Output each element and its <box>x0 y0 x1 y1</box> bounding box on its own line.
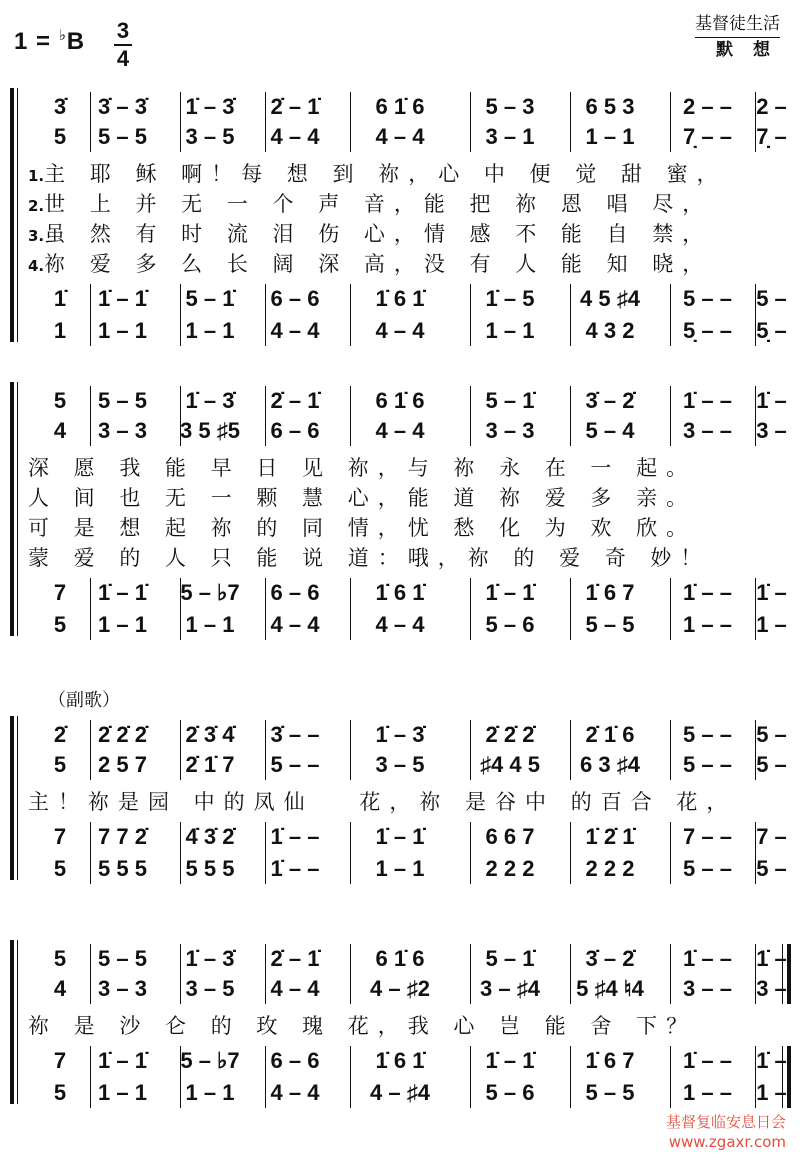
barline <box>90 944 91 1004</box>
barline <box>670 720 671 780</box>
measure-notes: 5 – <box>756 856 787 881</box>
measure-notes: 5 – 5 <box>585 612 635 637</box>
measure-notes: 1̇ – 1̇ <box>98 1048 147 1073</box>
lyric-text: 世 上 并 无 一 个 声 音，能 把 祢 恩 唱 尽， <box>44 192 713 216</box>
measure-notes: 1̇ – – <box>683 1048 732 1073</box>
measure-notes: 4 – ♯2 <box>370 976 430 1001</box>
barline <box>755 1046 756 1108</box>
barline <box>670 284 671 346</box>
measure-notes: 1 – 1 <box>98 612 147 637</box>
barline <box>350 944 351 1004</box>
barline <box>350 578 351 640</box>
barline <box>90 284 91 346</box>
measure-notes: 1 – <box>756 1080 787 1105</box>
measure-notes: 1̇ 6 1̇ <box>375 1048 425 1073</box>
watermark-line2: www.zgaxr.com <box>668 1133 786 1151</box>
measure-notes: 4 – 4 <box>270 976 320 1001</box>
measure-notes: 1 – <box>756 612 787 637</box>
system-brace <box>10 88 18 342</box>
measure-notes: 3̇ – 2̇ <box>585 946 635 971</box>
measure-notes: 5̣ – – <box>683 318 732 343</box>
lyric-line <box>28 248 788 274</box>
measure-notes: 1̇ 6 7 <box>585 580 635 605</box>
measure-notes: 1 – 1 <box>375 856 425 881</box>
measure-notes: 5 – – <box>683 722 732 747</box>
meter-top: 3 <box>116 18 130 43</box>
chorus-label: （副歌） <box>48 690 120 711</box>
time-signature <box>112 18 134 72</box>
measure-notes: 7 <box>53 1048 67 1073</box>
barline <box>180 944 181 1004</box>
barline <box>670 578 671 640</box>
measure-notes: 3 – – <box>683 418 732 443</box>
author-name: 默想 <box>716 40 790 60</box>
measure-notes: 5 – ♭7 <box>180 1048 240 1073</box>
measure-notes: 1̇ – 3̇ <box>185 946 235 971</box>
measure-notes: 5 <box>53 946 67 971</box>
measure-notes: 2 2 2 <box>585 856 635 881</box>
barline <box>265 386 266 446</box>
measure-notes: 1 <box>53 318 67 343</box>
barline <box>755 386 756 446</box>
barline <box>180 386 181 446</box>
system-brace <box>10 382 18 636</box>
measure-notes: 7 – <box>756 824 787 849</box>
measure-notes: 5 – <box>756 722 787 747</box>
measure-notes: 6 6 7 <box>485 824 535 849</box>
barline <box>350 822 351 884</box>
key-note: B <box>66 28 86 55</box>
key-signature <box>14 26 85 56</box>
measure-notes: 3 – 5 <box>185 976 235 1001</box>
barline <box>670 822 671 884</box>
lyric-line <box>28 786 788 812</box>
barline <box>90 92 91 152</box>
score-system <box>10 382 788 636</box>
measure-notes: 5 – 1̇ <box>185 286 235 311</box>
barline <box>180 1046 181 1108</box>
measure-notes: 2̇ – 1̇ <box>270 94 320 119</box>
measure-notes: 3 – 1 <box>485 124 535 149</box>
measure-notes: 4 – 4 <box>270 612 320 637</box>
watermark <box>666 1112 786 1152</box>
barline <box>350 1046 351 1108</box>
barline <box>180 284 181 346</box>
measure-notes: 1 – 1 <box>98 1080 147 1105</box>
measure-notes: 1̇ – – <box>683 388 732 413</box>
measure-notes: 3 – – <box>683 976 732 1001</box>
barline <box>470 92 471 152</box>
barline <box>180 578 181 640</box>
barline <box>755 578 756 640</box>
measure-notes: 3 – <box>756 976 787 1001</box>
measure-notes: 3̇ – 2̇ <box>585 388 635 413</box>
lyric-text: 可 是 想 起 祢 的 同 情，忧 愁 化 为 欢 欣。 <box>28 516 697 540</box>
lyric-line <box>28 512 788 538</box>
measure-notes: 5 – <box>756 752 787 777</box>
measure-notes: 1 – 1 <box>185 612 235 637</box>
barline <box>265 720 266 780</box>
verse-number: 2. <box>28 197 45 215</box>
measure-notes: 2 – – <box>683 94 732 119</box>
barline <box>350 92 351 152</box>
lyric-line <box>28 158 788 184</box>
measure-notes: 6 3 ♯4 <box>580 752 640 777</box>
measure-notes: 2̇ 1̇ 6 <box>585 722 635 747</box>
measure-notes: 4 – 4 <box>375 418 425 443</box>
measure-notes: 4 – 4 <box>375 124 425 149</box>
lyric-text: 人 间 也 无 一 颗 慧 心，能 道 祢 爱 多 亲。 <box>28 486 697 510</box>
lyric-text: 深 愿 我 能 早 日 见 祢，与 祢 永 在 一 起。 <box>28 456 697 480</box>
measure-notes: 5 <box>53 388 67 413</box>
barline <box>755 720 756 780</box>
score-system <box>10 88 788 342</box>
measure-notes: 5 – 1̇ <box>485 946 535 971</box>
measure-notes: 4 – 4 <box>270 1080 320 1105</box>
measure-notes: 5 5 5 <box>185 856 235 881</box>
lyric-text: 虽 然 有 时 流 泪 伤 心，情 感 不 能 自 禁， <box>44 222 713 246</box>
lyric-text: 蒙 爱 的 人 只 能 说 道：哦，祢 的 爱 奇 妙！ <box>28 546 711 570</box>
measure-notes: 2 2 2 <box>485 856 535 881</box>
measure-notes: 6 1̇ 6 <box>375 946 425 971</box>
measure-notes: 2̇ – 1̇ <box>270 946 320 971</box>
measure-notes: 5 <box>53 856 67 881</box>
measure-notes: 1̇ – – <box>683 946 732 971</box>
measure-notes: 1 – – <box>683 612 732 637</box>
measure-notes: 5 – 5 <box>98 946 147 971</box>
barline <box>670 92 671 152</box>
barline <box>755 92 756 152</box>
measure-notes: 2̇ – 1̇ <box>270 388 320 413</box>
measure-notes: 3 – 3 <box>98 418 147 443</box>
source-name: 基督徒生活 <box>695 12 780 38</box>
measure-notes: 1̇ 2̇ 1̇ <box>585 824 635 849</box>
measure-notes: 7 – – <box>683 824 732 849</box>
barline <box>570 92 571 152</box>
measure-notes: 5 – ♭7 <box>180 580 240 605</box>
measure-notes: 4 <box>53 976 67 1001</box>
lyric-text: 祢 爱 多 么 长 阔 深 高，没 有 人 能 知 晓， <box>44 252 713 276</box>
verse-number: 4. <box>28 257 45 275</box>
measure-notes: 1̇ – <box>756 580 787 605</box>
measure-notes: 5 – 1̇ <box>485 388 535 413</box>
barline <box>265 578 266 640</box>
barline <box>570 944 571 1004</box>
lyric-line <box>28 452 788 478</box>
barline <box>90 822 91 884</box>
measure-notes: 6 – 6 <box>270 418 320 443</box>
measure-notes: 4 5 ♯4 <box>580 286 640 311</box>
measure-notes: 5 – – <box>683 856 732 881</box>
barline <box>265 822 266 884</box>
attribution <box>695 12 790 62</box>
measure-notes: 4 – 4 <box>270 124 320 149</box>
measure-notes: 5 – – <box>683 752 732 777</box>
lyric-line <box>28 482 788 508</box>
barline <box>670 944 671 1004</box>
measure-notes: 1̇ – 3̇ <box>185 388 235 413</box>
barline <box>470 720 471 780</box>
measure-notes: 5̣ – <box>756 318 787 343</box>
measure-notes: 1 – 1 <box>485 318 535 343</box>
measure-notes: 1 – – <box>683 1080 732 1105</box>
lyric-line <box>28 542 788 568</box>
barline <box>470 284 471 346</box>
measure-notes: 6 – 6 <box>270 286 320 311</box>
measure-notes: 6 5 3 <box>585 94 635 119</box>
measure-notes: 3̇ – 3̇ <box>98 94 147 119</box>
measure-notes: 4 – 4 <box>270 318 320 343</box>
lyric-text: 祢 是 沙 仑 的 玫 瑰 花，我 心 岂 能 舍 下？ <box>28 1014 697 1038</box>
measure-notes: 2̇ 1̇ 7 <box>185 752 235 777</box>
system-brace <box>10 716 18 880</box>
measure-notes: 1 – 1 <box>98 318 147 343</box>
measure-notes: 4 – ♯4 <box>370 1080 430 1105</box>
measure-notes: 5 – 4 <box>585 418 635 443</box>
measure-notes: 1̇ 6 1̇ <box>375 580 425 605</box>
measure-notes: 2 – <box>756 94 787 119</box>
measure-notes: 4 3 2 <box>585 318 635 343</box>
barline <box>470 386 471 446</box>
measure-notes: 1̇ – 5 <box>485 286 535 311</box>
measure-notes: 4̇ 3̇ 2̇ <box>185 824 235 849</box>
measure-notes: 1̇ – 3̇ <box>185 94 235 119</box>
measure-notes: 3 – 3 <box>98 976 147 1001</box>
measure-notes: 6 1̇ 6 <box>375 388 425 413</box>
barline <box>670 386 671 446</box>
barline <box>180 92 181 152</box>
measure-notes: 3̇ <box>53 94 67 119</box>
barline <box>470 1046 471 1108</box>
measure-notes: 4 <box>53 418 67 443</box>
lyric-line <box>28 218 788 244</box>
barline <box>755 944 756 1004</box>
measure-notes: 2̇ 2̇ 2̇ <box>485 722 535 747</box>
barline <box>570 720 571 780</box>
barline <box>265 92 266 152</box>
measure-notes: 3 – 5 <box>185 124 235 149</box>
measure-notes: 7 <box>53 824 67 849</box>
barline <box>570 822 571 884</box>
measure-notes: 1̇ – – <box>270 824 320 849</box>
measure-notes: 1 – 1 <box>185 318 235 343</box>
measure-notes: 1̇ – – <box>683 580 732 605</box>
measure-notes: 1̇ – 1̇ <box>485 1048 535 1073</box>
barline <box>350 284 351 346</box>
measure-notes: 1 – 1 <box>585 124 635 149</box>
measure-notes: 7̣ – – <box>683 124 732 149</box>
key-prefix: 1 = <box>14 28 59 55</box>
system-brace <box>10 940 18 1104</box>
measure-notes: 5 5 5 <box>98 856 147 881</box>
measure-notes: 6 1̇ 6 <box>375 94 425 119</box>
measure-notes: 5 <box>53 1080 67 1105</box>
lyric-text: 主 耶 稣 啊！每 想 到 祢，心 中 便 觉 甜 蜜， <box>44 162 727 186</box>
barline <box>570 578 571 640</box>
verse-number: 3. <box>28 227 45 245</box>
measure-notes: 3 – 3 <box>485 418 535 443</box>
measure-notes: 5 <box>53 612 67 637</box>
score-system <box>10 940 788 1104</box>
measure-notes: 1̇ – 1̇ <box>485 580 535 605</box>
barline <box>570 386 571 446</box>
barline <box>90 720 91 780</box>
measure-notes: 3 5 ♯5 <box>180 418 240 443</box>
measure-notes: 7 <box>53 580 67 605</box>
lyric-text: 主！祢是园 中的凤仙 花，祢 是谷中 的百合 花， <box>28 790 737 814</box>
measure-notes: 5 – 5 <box>585 1080 635 1105</box>
barline <box>90 578 91 640</box>
final-barline <box>782 1046 783 1108</box>
barline <box>350 720 351 780</box>
measure-notes: 5 – 6 <box>485 1080 535 1105</box>
measure-notes: 1̇ <box>53 286 67 311</box>
measure-notes: 2̇ 2̇ 2̇ <box>98 722 147 747</box>
measure-notes: ♯4 4 5 <box>480 752 540 777</box>
measure-notes: 1̇ 6 7 <box>585 1048 635 1073</box>
final-barline <box>782 944 783 1004</box>
measure-notes: 5 – <box>756 286 787 311</box>
measure-notes: 7̣ – <box>756 124 787 149</box>
key-flat-sign: ♭ <box>58 27 67 44</box>
measure-notes: 5 – 6 <box>485 612 535 637</box>
measure-notes: 2̇ <box>53 722 67 747</box>
barline <box>265 284 266 346</box>
measure-notes: 5 – – <box>270 752 320 777</box>
barline <box>570 284 571 346</box>
measure-notes: 1 – 1 <box>185 1080 235 1105</box>
score-system <box>10 716 788 880</box>
measure-notes: 5 – 3 <box>485 94 535 119</box>
measure-notes: 1̇ – 1̇ <box>98 286 147 311</box>
measure-notes: 2̇ 3̇ 4̇ <box>185 722 235 747</box>
measure-notes: 5 – 5 <box>98 124 147 149</box>
measure-notes: 4 – 4 <box>375 318 425 343</box>
measure-notes: 5 ♯4 ♮4 <box>576 976 644 1001</box>
measure-notes: 2 5 7 <box>98 752 147 777</box>
measure-notes: 5 – 5 <box>98 388 147 413</box>
watermark-line1: 基督复临安息日会 <box>665 1113 786 1131</box>
measure-notes: 5 <box>53 124 67 149</box>
verse-number: 1. <box>28 167 45 185</box>
barline <box>90 1046 91 1108</box>
measure-notes: 1̇ – <box>756 946 787 971</box>
measure-notes: 1̇ – 3̇ <box>375 722 425 747</box>
measure-notes: 4 – 4 <box>375 612 425 637</box>
barline <box>470 822 471 884</box>
lyric-line <box>28 1010 788 1036</box>
barline <box>180 720 181 780</box>
measure-notes: 1̇ – – <box>270 856 320 881</box>
barline <box>755 822 756 884</box>
measure-notes: 1̇ – <box>756 388 787 413</box>
measure-notes: 3 – 5 <box>375 752 425 777</box>
barline <box>90 386 91 446</box>
measure-notes: 1̇ – <box>756 1048 787 1073</box>
measure-notes: 7 7 2̇ <box>98 824 147 849</box>
measure-notes: 5 <box>53 752 67 777</box>
barline <box>180 822 181 884</box>
measure-notes: 3 – <box>756 418 787 443</box>
barline <box>755 284 756 346</box>
measure-notes: 3̇ – – <box>270 722 320 747</box>
measure-notes: 1̇ – 1̇ <box>375 824 425 849</box>
measure-notes: 5 – – <box>683 286 732 311</box>
barline <box>265 1046 266 1108</box>
meter-bottom: 4 <box>116 46 130 71</box>
measure-notes: 6 – 6 <box>270 1048 320 1073</box>
barline <box>350 386 351 446</box>
barline <box>470 944 471 1004</box>
measure-notes: 3 – ♯4 <box>480 976 540 1001</box>
barline <box>570 1046 571 1108</box>
measure-notes: 6 – 6 <box>270 580 320 605</box>
barline <box>670 1046 671 1108</box>
barline <box>265 944 266 1004</box>
barline <box>470 578 471 640</box>
measure-notes: 1̇ 6 1̇ <box>375 286 425 311</box>
measure-notes: 1̇ – 1̇ <box>98 580 147 605</box>
lyric-line <box>28 188 788 214</box>
